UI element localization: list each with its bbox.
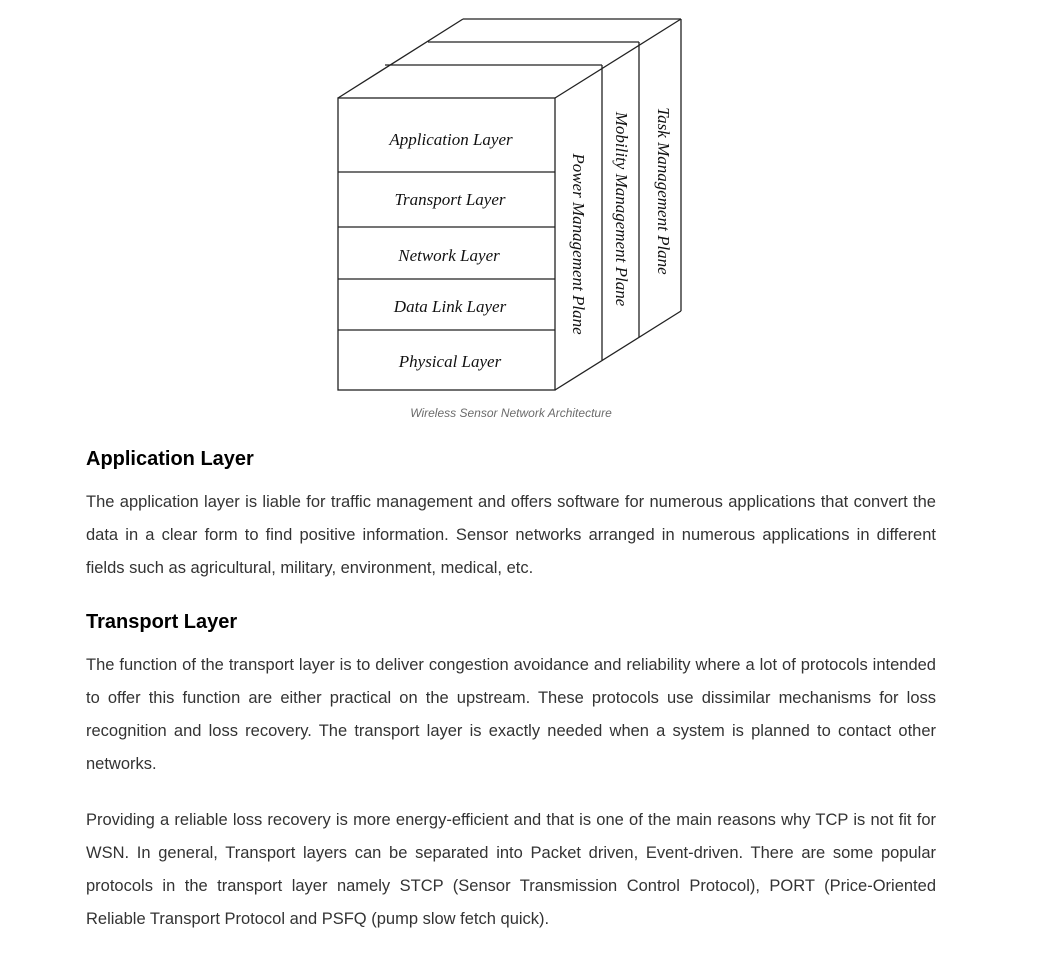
plane-label-task: Task Management Plane: [654, 107, 673, 275]
layer-label-application: Application Layer: [389, 130, 513, 149]
figure-caption: Wireless Sensor Network Architecture: [410, 406, 612, 420]
paragraph-transport-layer-1: The function of the transport layer is to deliver congestion avoidance and reliability where a lot of protocols intended to offer this function are either practical on the upstream. These protocols use dissimilar mechanisms for loss recognition and loss recovery. The transport layer is exactly needed when a system is planned to contact other networks.: [86, 656, 936, 773]
section-heading-transport-layer: Transport Layer: [86, 611, 238, 633]
plane-label-power: Power Management Plane: [569, 153, 588, 335]
layer-label-physical: Physical Layer: [398, 352, 502, 371]
wsn-architecture-diagram: [334, 14, 690, 396]
paragraph-transport-layer-2: Providing a reliable loss recovery is more energy-efficient and that is one of the main reasons why TCP is not fit for WSN. In general, Transport layers can be separated into Packet driven, Event-driven. There are some popular protocols in the transport layer namely STCP (Sensor Transmission Control Protocol), PORT (Price-Oriented Reliable Transport Protocol and PSFQ (pump slow fetch quick).: [86, 811, 936, 928]
plane-label-mobility: Mobility Management Plane: [612, 111, 631, 307]
layer-label-data-link: Data Link Layer: [393, 297, 507, 316]
architecture-cube: [334, 14, 690, 396]
section-heading-application-layer: Application Layer: [86, 448, 254, 470]
paragraph-application-layer: The application layer is liable for traffic management and offers software for numerous applications that convert the data in a clear form to find positive information. Sensor networks arranged in numerous applications in different fields such as agricultural, military, environment, medical, etc.: [86, 493, 936, 577]
layer-label-network: Network Layer: [398, 246, 500, 265]
layer-label-transport: Transport Layer: [394, 190, 506, 209]
